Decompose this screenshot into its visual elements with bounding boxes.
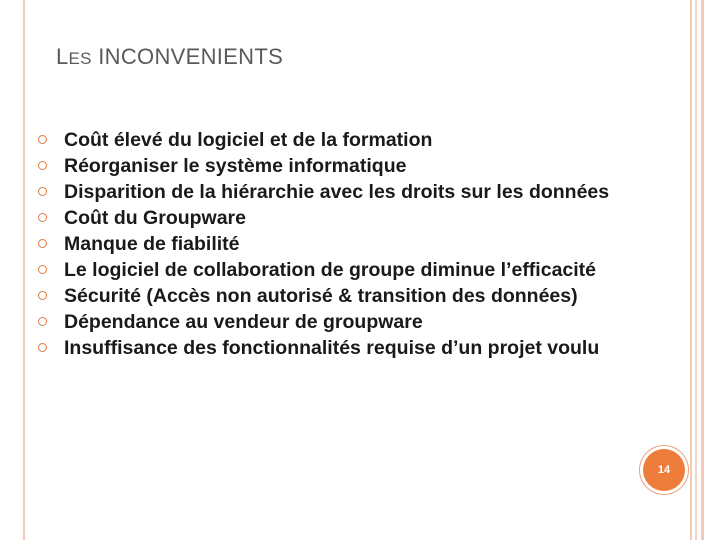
circle-bullet-icon	[38, 187, 47, 196]
bullet-text: Le logiciel de collaboration de groupe diminue l’efficacité	[64, 259, 597, 281]
bullet-item	[38, 207, 618, 229]
page-number: 14	[657, 464, 671, 476]
decorative-line	[690, 0, 692, 540]
title-first-letter: L	[56, 44, 69, 69]
bullet-item	[38, 285, 618, 307]
bullet-item	[38, 337, 618, 359]
circle-bullet-icon	[38, 161, 47, 170]
bullet-text: Sécurité (Accès non autorisé & transition des données)	[64, 285, 578, 307]
bullet-text: Insuffisance des fonctionnalités requise d’un projet voulu	[64, 337, 600, 359]
title-small-caps: ES	[68, 49, 92, 68]
decorative-line	[701, 0, 704, 540]
bullet-item	[38, 181, 618, 203]
circle-bullet-icon	[38, 213, 47, 222]
bullet-item	[38, 129, 618, 151]
bullet-list	[38, 129, 618, 363]
bullet-item	[38, 311, 618, 333]
bullet-text: Coût élevé du logiciel et de la formation	[64, 129, 433, 151]
bullet-text: Disparition de la hiérarchie avec les droits sur les données	[64, 181, 610, 203]
circle-bullet-icon	[38, 317, 47, 326]
page-number-badge	[643, 449, 685, 491]
bullet-text: Manque de fiabilité	[64, 233, 240, 255]
circle-bullet-icon	[38, 343, 47, 352]
bullet-text: Dépendance au vendeur de groupware	[64, 311, 423, 333]
slide-title	[56, 44, 283, 70]
circle-bullet-icon	[38, 239, 47, 248]
bullet-text: Coût du Groupware	[64, 207, 246, 229]
circle-bullet-icon	[38, 135, 47, 144]
bullet-text: Réorganiser le système informatique	[64, 155, 407, 177]
decorative-line	[695, 0, 697, 540]
title-rest: INCONVENIENTS	[91, 44, 284, 69]
circle-bullet-icon	[38, 291, 47, 300]
decorative-line	[23, 0, 25, 540]
bullet-item	[38, 155, 618, 177]
bullet-item	[38, 233, 618, 255]
bullet-item	[38, 259, 618, 281]
circle-bullet-icon	[38, 265, 47, 274]
